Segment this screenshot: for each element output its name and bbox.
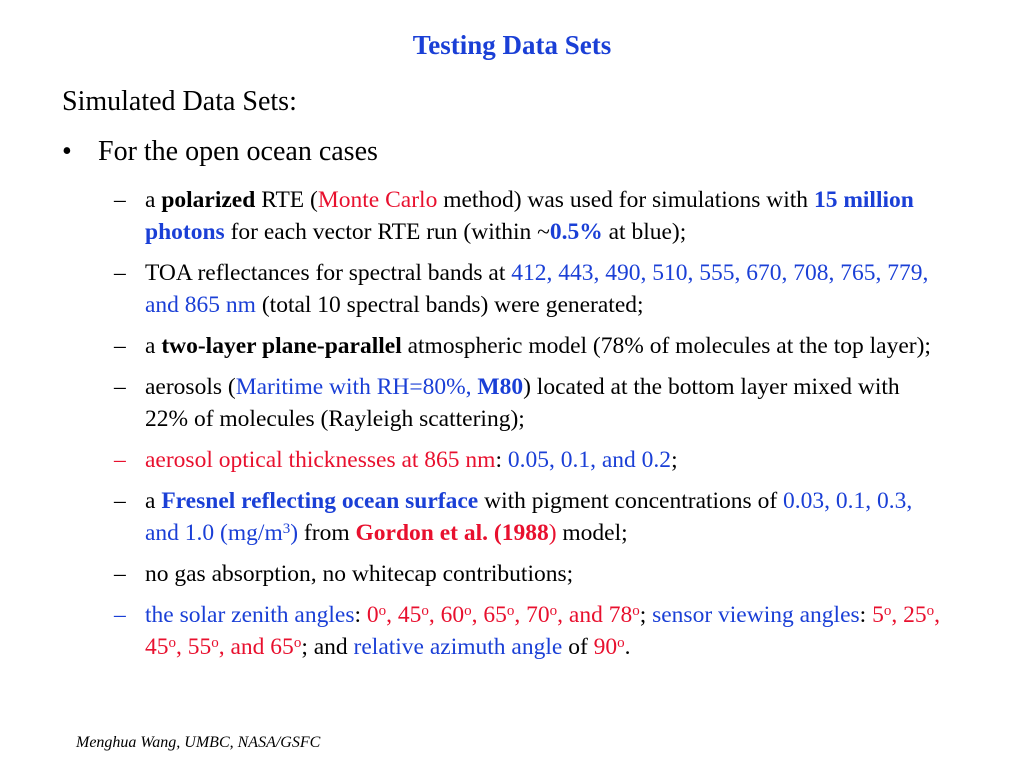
degree-mark: o bbox=[464, 603, 472, 619]
dash-marker: – bbox=[114, 488, 126, 514]
list-item-optical-thickness bbox=[114, 444, 944, 476]
text: relative azimuth angle bbox=[353, 634, 563, 660]
text: RTE ( bbox=[255, 187, 318, 213]
list-item-angles bbox=[114, 599, 944, 663]
degree-mark: o bbox=[549, 603, 558, 619]
degree-mark: o bbox=[211, 635, 219, 651]
text: a bbox=[145, 333, 162, 359]
text: ) bbox=[548, 520, 557, 546]
dash-marker: – bbox=[114, 333, 126, 359]
dash-marker: – bbox=[114, 602, 126, 628]
text: , 70 bbox=[514, 602, 550, 628]
text: 0.05, 0.1, and 0.2 bbox=[507, 447, 672, 473]
text: polarized bbox=[161, 187, 256, 213]
degree-mark: o bbox=[168, 635, 176, 651]
text: for each vector RTE run (within ~ bbox=[224, 219, 550, 245]
text: 5 bbox=[872, 602, 884, 628]
text: , and 78 bbox=[557, 602, 633, 628]
text: TOA reflectances for spectral bands at bbox=[145, 260, 512, 286]
text: 0.5% bbox=[549, 219, 603, 245]
text: the solar zenith angles bbox=[145, 602, 355, 628]
superscript: 3 bbox=[282, 521, 291, 537]
text: sensor viewing angles bbox=[652, 602, 860, 628]
list-item-no-gas-absorption bbox=[114, 558, 944, 590]
text: aerosols ( bbox=[145, 374, 236, 400]
text: ) located at the bottom layer mixed with 22% of molecules (Rayleigh scattering); bbox=[145, 374, 900, 432]
text: atmospheric model (78% of molecules at the top layer); bbox=[401, 333, 931, 359]
text: at blue); bbox=[602, 219, 687, 245]
text: no gas absorption, no whitecap contributions; bbox=[145, 561, 574, 587]
list-item-aerosols bbox=[114, 371, 944, 435]
text: aerosol optical thicknesses at 865 nm bbox=[145, 447, 496, 473]
text: Maritime with RH=80%, bbox=[235, 374, 478, 400]
degree-mark: o bbox=[617, 635, 625, 651]
text: a bbox=[145, 488, 162, 514]
text: 90 bbox=[593, 634, 618, 660]
text: : bbox=[354, 602, 367, 628]
bullet-dot: • bbox=[62, 136, 72, 167]
text: , 55 bbox=[176, 634, 212, 660]
text: with pigment concentrations of bbox=[478, 488, 784, 514]
text: Fresnel reflecting ocean surface bbox=[161, 488, 479, 514]
degree-mark: o bbox=[926, 603, 935, 619]
bullet-text: For the open ocean cases bbox=[98, 136, 378, 167]
degree-mark: o bbox=[506, 603, 515, 619]
text: a bbox=[145, 187, 162, 213]
text: 0 bbox=[366, 602, 379, 628]
text: model; bbox=[556, 520, 628, 546]
dash-marker: – bbox=[114, 561, 126, 587]
text: : bbox=[859, 602, 873, 628]
text: ; bbox=[671, 447, 678, 473]
text: . bbox=[624, 634, 631, 660]
degree-mark: o bbox=[421, 603, 429, 619]
text: : bbox=[495, 447, 508, 473]
section-heading: Simulated Data Sets: bbox=[62, 86, 297, 117]
text: two-layer plane-parallel bbox=[161, 333, 402, 359]
slide-title: Testing Data Sets bbox=[412, 30, 612, 60]
list-item-fresnel-surface bbox=[114, 485, 944, 549]
list-item-two-layer-model bbox=[114, 330, 944, 362]
list-item-toa-reflectances bbox=[114, 257, 944, 321]
degree-mark: o bbox=[293, 635, 302, 651]
text: ; bbox=[639, 602, 653, 628]
text: 15 million photons bbox=[145, 187, 914, 245]
dash-marker: – bbox=[114, 260, 126, 286]
text: of bbox=[562, 634, 594, 660]
text: ) bbox=[290, 520, 299, 546]
text: , 25 bbox=[891, 602, 927, 628]
list-item-polarized-rte bbox=[114, 184, 944, 248]
text: , 45 bbox=[145, 602, 940, 660]
text: , 60 bbox=[428, 602, 465, 628]
text: , 45 bbox=[386, 602, 422, 628]
text: M80 bbox=[477, 374, 524, 400]
text: (total 10 spectral bands) were generated; bbox=[255, 292, 644, 318]
degree-mark: o bbox=[883, 603, 892, 619]
degree-mark: o bbox=[632, 603, 640, 619]
degree-mark: o bbox=[378, 603, 387, 619]
text: , and 65 bbox=[218, 634, 294, 660]
text: Monte Carlo bbox=[317, 187, 438, 213]
footer-author: Menghua Wang, UMBC, NASA/GSFC bbox=[76, 734, 321, 751]
text: , 65 bbox=[471, 602, 507, 628]
text: method) was used for simulations with bbox=[437, 187, 814, 213]
bullet-open-ocean bbox=[62, 136, 378, 168]
text: 0.03, 0.1, 0.3, and 1.0 (mg/m bbox=[145, 488, 913, 546]
sub-bullet-list bbox=[114, 184, 944, 672]
dash-marker: – bbox=[114, 374, 126, 400]
dash-marker: – bbox=[114, 447, 126, 473]
text: Gordon et al. (1988 bbox=[355, 520, 549, 546]
text: from bbox=[298, 520, 356, 546]
text: ; and bbox=[301, 634, 354, 660]
dash-marker: – bbox=[114, 187, 126, 213]
text: 412, 443, 490, 510, 555, 670, 708, 765, 779, and 865 nm bbox=[145, 260, 929, 318]
